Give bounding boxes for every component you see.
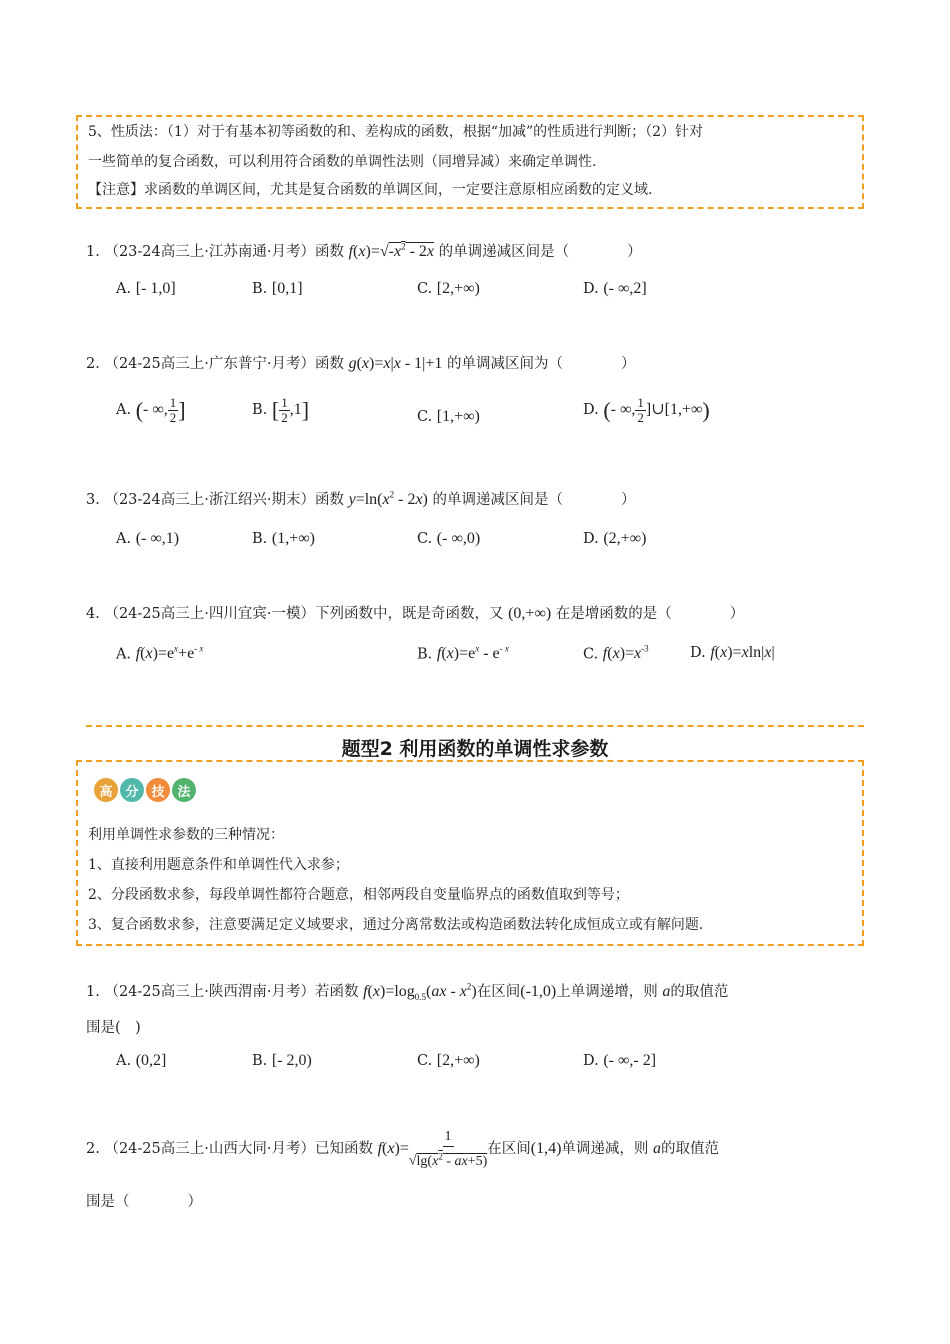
box-line-3: 【注意】求函数的单调区间，尤其是复合函数的单调区间，一定要注意原相应函数的定义域.: [88, 182, 653, 198]
question-number: 1.: [86, 244, 100, 260]
option-a[interactable]: A. (- ∞,1): [116, 530, 180, 547]
formula: f(x)= $\frac{1}{√\lg(x^2 - ax+5)}$: [377, 1129, 488, 1169]
box-line-1: 5、性质法：（1）对于有基本初等函数的和、差构成的函数，根据“加减”的性质进行判断；（2）针对: [88, 124, 704, 140]
option-c[interactable]: C. $f(x)=x^{-3}$: [583, 644, 649, 663]
option-d[interactable]: D. (2,+∞): [583, 530, 647, 547]
badge-fa: 法: [172, 778, 196, 802]
option-a[interactable]: A. [- 1,0]: [116, 280, 176, 297]
option-a[interactable]: A. $f(x)=e^x+e^{- x}$: [116, 644, 204, 663]
question-3: 3. （23-24高三上·浙江绍兴·期末）函数 $y=\ln(x^2 - 2x)$ 的单调递减区间是（ ）: [86, 489, 636, 508]
option-b[interactable]: B. (1,+∞): [252, 530, 315, 547]
tips-line-1: 1、直接利用题意条件和单调性代入求参；: [88, 857, 349, 873]
formula: $f(x)=√-x^2 - 2x$: [348, 241, 434, 260]
tips-badge: [94, 778, 198, 802]
question-tail: 的单调递减区间是（ ）: [438, 244, 642, 260]
box-line-2: 一些简单的复合函数，可以利用符合函数的单调性法则（同增异减）来确定单调性.: [88, 154, 597, 170]
question-source: （23-24高三上·江苏南通·月考）函数: [104, 244, 344, 260]
tips-line-0: 利用单调性求参数的三种情况：: [88, 827, 284, 843]
question-1: [86, 240, 642, 261]
question-4: 4. （24-25高三上·四川宜宾·一模）下列函数中，既是奇函数，又 (0,+∞) 在是增函数的是（ ）: [86, 605, 745, 622]
option-c[interactable]: C. (- ∞,0): [417, 530, 481, 547]
option-d[interactable]: D. (- ∞,2]: [583, 280, 647, 297]
option-d[interactable]: D. (- ∞, $\frac{1}{2}$ ]∪[1,+∞): [583, 395, 710, 425]
badge-gao: 高: [94, 778, 118, 802]
section2-question-1-line2: 围是( ): [86, 1020, 141, 1036]
tips-line-3: 3、复合函数求参，注意要满足定义域要求，通过分离常数法或构造函数法转化成恒成立或有解问题.: [88, 917, 704, 933]
option-d[interactable]: D. f(x)=xln|x|: [690, 644, 775, 661]
section-title: 题型2 利用函数的单调性求参数: [341, 738, 609, 760]
option-b[interactable]: B. [0,1]: [252, 280, 303, 297]
option-c[interactable]: C. [2,+∞): [417, 1052, 480, 1069]
option-b[interactable]: B. [ $\frac{1}{2}$ ,1]: [252, 395, 310, 425]
formula: g(x)=x|x - 1|+1: [348, 355, 443, 372]
option-b[interactable]: B. $f(x)=e^x - e^{- x}$: [417, 644, 509, 663]
tips-line-2: 2、分段函数求参，每段单调性都符合题意，相邻两段自变量临界点的函数值取到等号；: [88, 887, 629, 903]
option-a[interactable]: A. (0,2]: [116, 1052, 167, 1069]
section2-question-2-line2: 围是（ ）: [86, 1194, 202, 1210]
option-c[interactable]: C. [1,+∞): [417, 408, 480, 425]
option-d[interactable]: D. (- ∞,- 2]: [583, 1052, 657, 1069]
method-box: [76, 115, 864, 209]
section2-question-2: 2. （24-25高三上·山西大同·月考）已知函数 f(x)= $\frac{1}{√\lg(x^2 - ax+5)}$ 在区间(1,4)单调递减，则 a的取值范: [86, 1129, 720, 1169]
option-a[interactable]: A. (- ∞, $\frac{1}{2}$ ]: [116, 395, 186, 425]
section-divider: [86, 725, 864, 727]
option-c[interactable]: C. [2,+∞): [417, 280, 480, 297]
option-b[interactable]: B. [- 2,0): [252, 1052, 312, 1069]
section2-question-1: 1. （24-25高三上·陕西渭南·月考）若函数 $f(x)=\log_{0.5}(ax - x^2)$在区间(-1,0)上单调递增，则 a的取值范: [86, 981, 729, 1003]
tips-box: [76, 760, 864, 946]
formula: $y=\ln(x^2 - 2x)$: [348, 489, 428, 508]
badge-fen: 分: [120, 778, 144, 802]
badge-ji: 技: [146, 778, 170, 802]
formula: $f(x)=\log_{0.5}(ax - x^2)$: [363, 981, 477, 1003]
question-2: 2. （24-25高三上·广东普宁·月考）函数 g(x)=x|x - 1|+1 的单调减区间为（ ）: [86, 355, 636, 372]
